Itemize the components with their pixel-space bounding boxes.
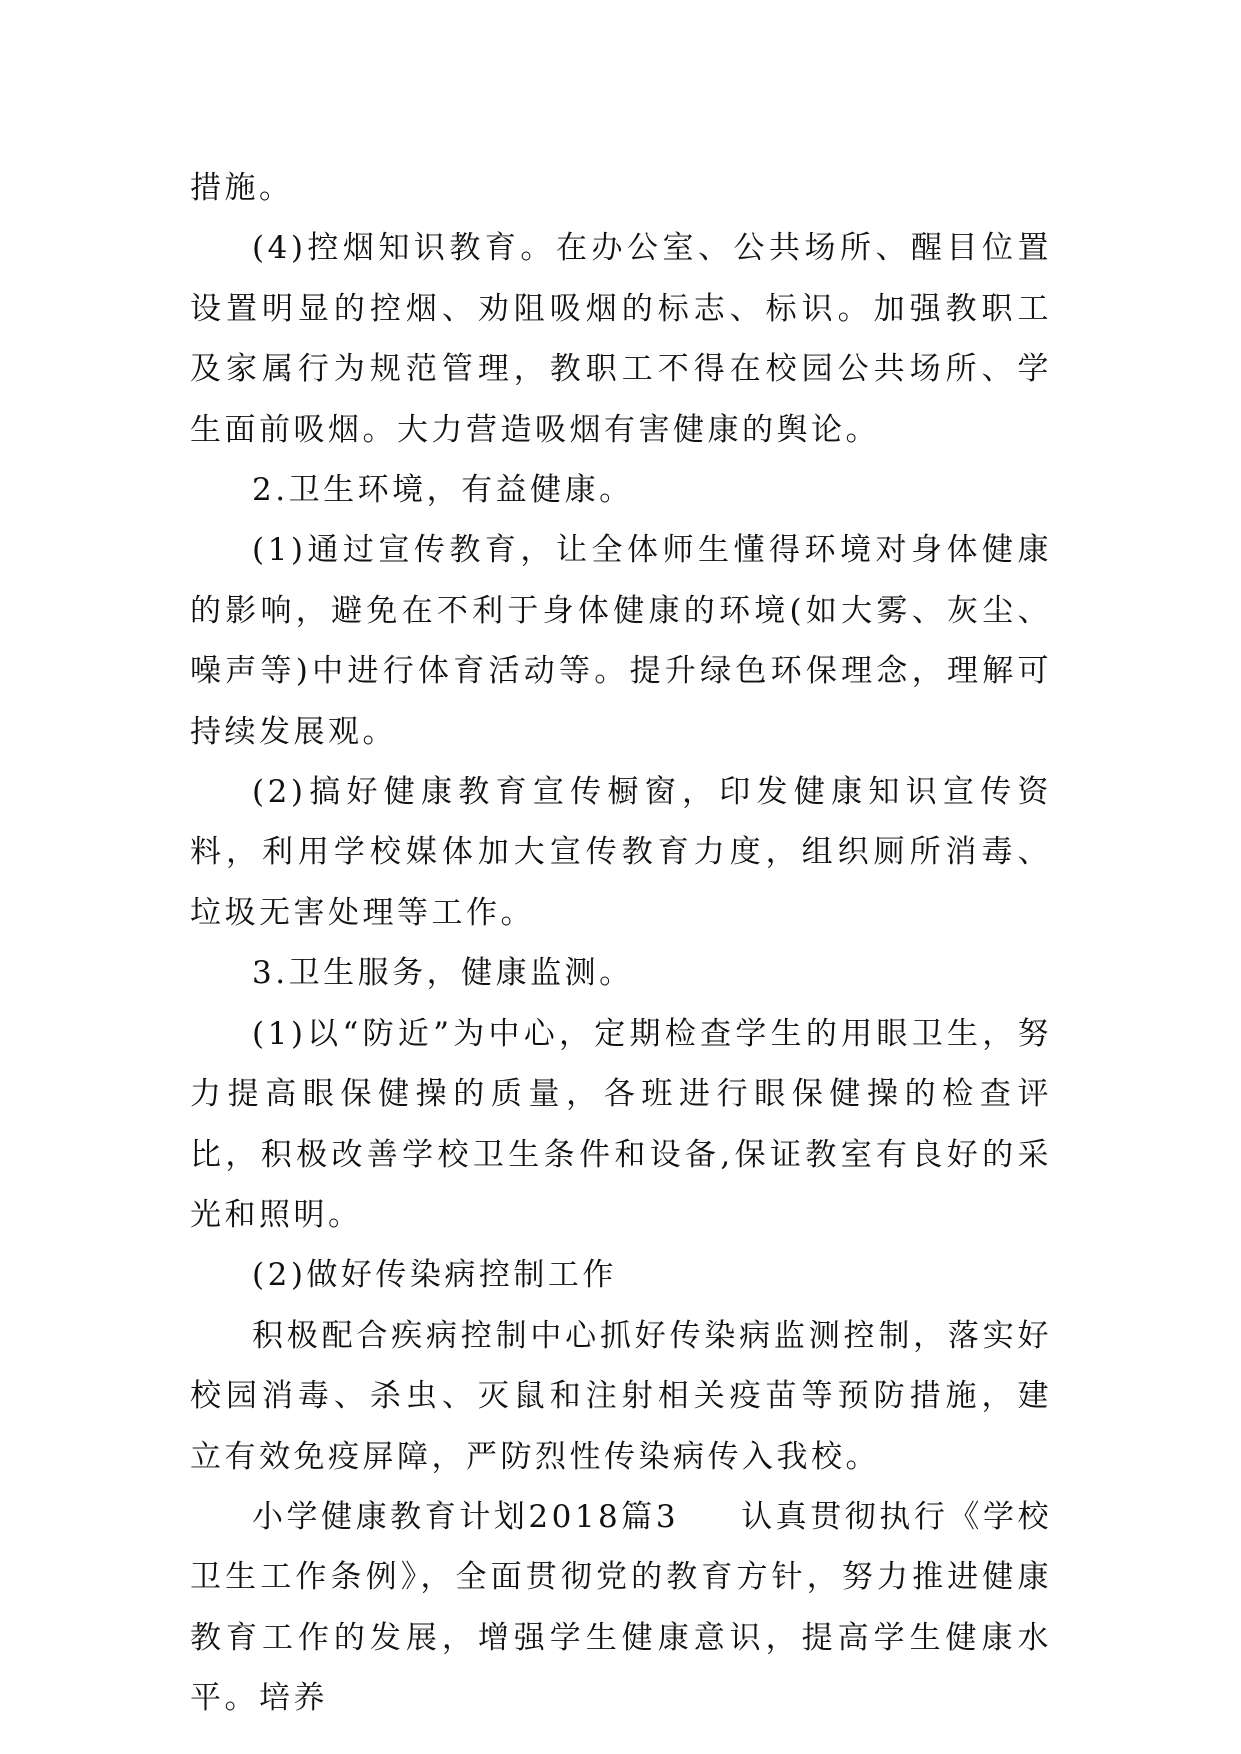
paragraph-eye-care: (1)以“防近”为中心，定期检查学生的用眼卫生，努力提高眼保健操的质量，各班进行眼保健操的检查评比，积极改善学校卫生条件和设备,保证教室有良好的采光和照明。 [190,1015,1052,1233]
paragraph-publicity-window: (2)搞好健康教育宣传橱窗，印发健康知识宣传资料，利用学校媒体加大宣传教育力度，组织厕所消毒、垃圾无害处理等工作。 [190,774,1052,931]
section-heading-hygiene-environment: 2.卫生环境，有益健康。 [252,472,634,509]
paragraph-plan-part-3 [190,1487,1052,1729]
paragraph-smoking-control: (4)控烟知识教育。在办公室、公共场所、醒目位置设置明显的控烟、劝阻吸烟的标志、标识。加强教职工及家属行为规范管理，教职工不得在校园公共场所、学生面前吸烟。大力营造吸烟有害健康的舆论。 [190,230,1052,448]
plan-part-3-text: 认真贯彻执行《学校卫生工作条例》，全面贯彻党的教育方针，努力推进健康教育工作的发展，增强学生健康意识，提高学生健康水平。培养 [190,1498,1052,1717]
paragraph-environment-education: (1)通过宣传教育，让全体师生懂得环境对身体健康的影响，避免在不利于身体健康的环境(如大雾、灰尘、噪声等)中进行体育活动等。提升绿色环保理念，理解可持续发展观。 [190,532,1052,750]
paragraph-disease-control: 积极配合疾病控制中心抓好传染病监测控制，落实好校园消毒、杀虫、灭鼠和注射相关疫苗等预防措施，建立有效免疫屏障，严防烈性传染病传入我校。 [190,1317,1052,1475]
section-heading-hygiene-service: 3.卫生服务，健康监测。 [252,955,634,992]
paragraph-disease-control-heading: (2)做好传染病控制工作 [252,1257,617,1294]
paragraph-continuation: 措施。 [190,170,294,206]
document-body [190,158,1052,1729]
plan-part-3-heading: 小学健康教育计划2018篇3 [252,1498,680,1535]
